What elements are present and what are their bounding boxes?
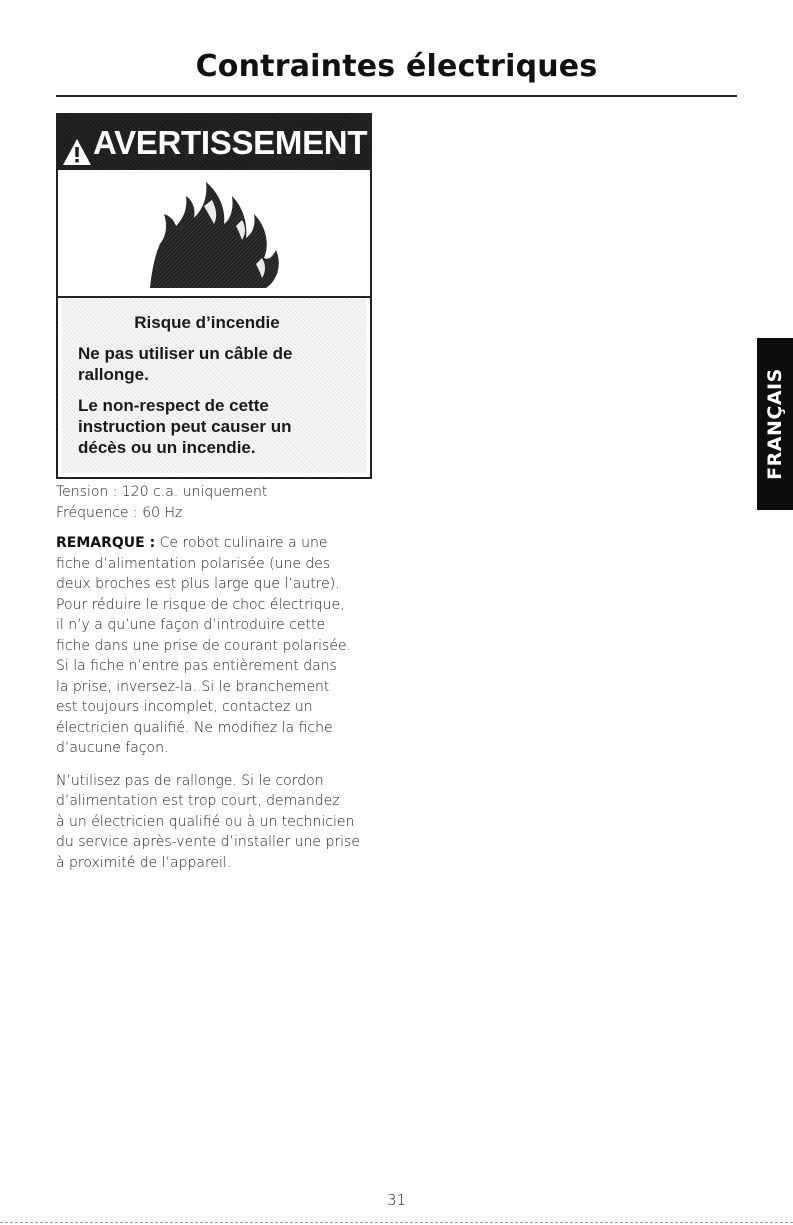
warning-message-area — [58, 298, 370, 477]
language-side-tab — [757, 338, 793, 510]
paragraph-line: à un électricien qualifié ou à un technicien — [56, 813, 355, 830]
fire-hazard-icon — [146, 180, 286, 296]
page-number: 31 — [386, 1191, 407, 1209]
paragraph-line: deux broches est plus large que l’autre). — [56, 576, 340, 592]
page-title: Contraintes électriques — [195, 49, 598, 84]
message-line: Ne pas utiliser un câble de — [78, 344, 293, 363]
warning-box — [56, 113, 372, 479]
rallonge-paragraph — [56, 771, 396, 874]
message-line: Le non-respect de cette — [78, 396, 269, 415]
body-text — [56, 482, 396, 873]
language-tab-label: FRANÇAIS — [764, 368, 786, 480]
paragraph-line: fiche d’alimentation polarisée (une des — [56, 555, 331, 572]
remarque-label: REMARQUE : — [56, 535, 156, 551]
frequence-spec: Fréquence : 60 Hz — [56, 504, 183, 521]
message-line: instruction peut causer un — [78, 417, 292, 436]
paragraph-line: fiche dans une prise de courant polarisée. — [56, 637, 352, 654]
paragraph-line: il n’y a qu’une façon d’introduire cette — [56, 617, 326, 633]
paragraph-line: Pour réduire le risque de choc électrique, — [56, 596, 345, 613]
paragraph-line: d’alimentation est trop court, demandez — [56, 793, 340, 809]
remarque-first-line-rest: Ce robot culinaire a une — [155, 535, 328, 551]
pictogram-area — [58, 170, 370, 298]
paragraph-line: à proximité de l’appareil. — [56, 854, 232, 871]
message-line: décès ou un incendie. — [78, 438, 256, 457]
warning-header-text: AVERTISSEMENT — [93, 124, 368, 161]
remarque-first-line — [56, 533, 396, 554]
title-divider — [56, 95, 737, 97]
message-line: rallonge. — [78, 365, 149, 384]
warning-header — [58, 115, 370, 170]
paragraph-line: Si la fiche n’entre pas entièrement dans — [56, 658, 337, 674]
paragraph-line: d’aucune façon. — [56, 740, 169, 756]
warning-instruction-1 — [78, 343, 356, 385]
paragraph-line: du service après-vente d’installer une prise — [56, 834, 360, 850]
paragraph-line: est toujours incomplet, contactez un — [56, 699, 313, 715]
paragraph-line: la prise, inversez-la. Si le branchement — [56, 678, 330, 695]
warning-instruction-2 — [78, 395, 356, 458]
remarque-paragraph — [56, 533, 396, 759]
tension-spec: Tension : 120 c.a. uniquement — [56, 484, 268, 500]
hazard-title: Risque d’incendie — [134, 313, 280, 332]
bottom-divider — [0, 1222, 793, 1223]
paragraph-line: N’utilisez pas de rallonge. Si le cordon — [56, 772, 324, 789]
paragraph-line: électricien qualifié. Ne modifiez la fiche — [56, 719, 333, 736]
warning-triangle-icon — [62, 127, 92, 170]
